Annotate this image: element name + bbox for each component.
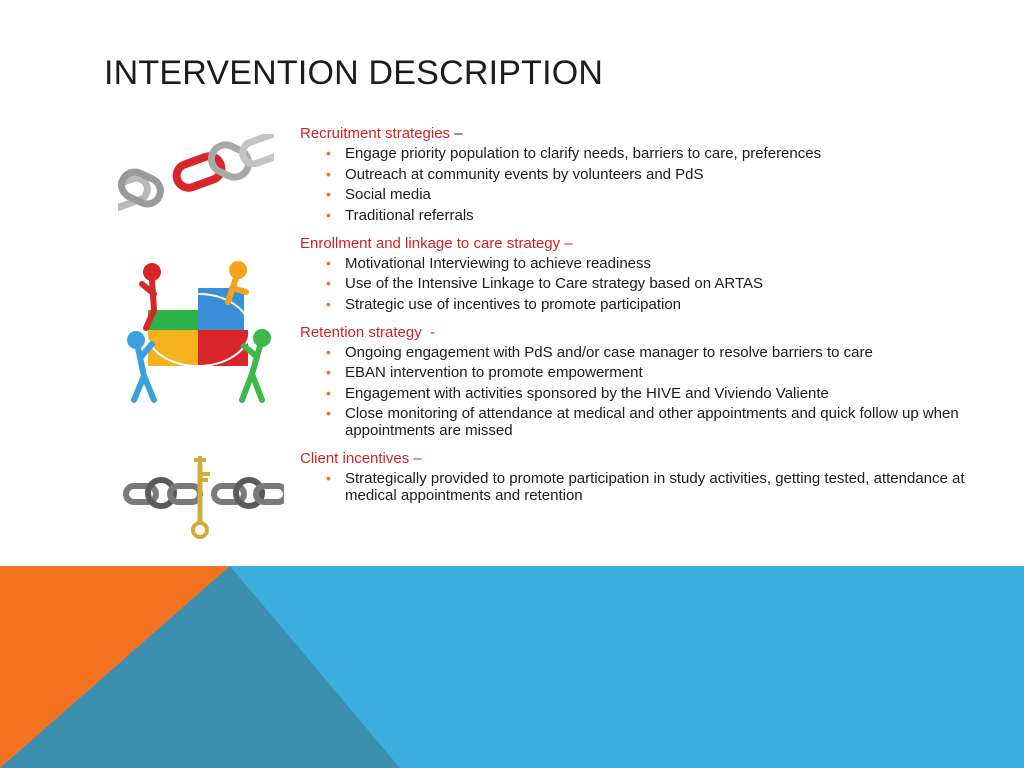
bullet-item: • EBAN intervention to promote empowerment (326, 364, 1000, 381)
bullet-item: • Use of the Intensive Linkage to Care strategy based on ARTAS (326, 275, 1000, 292)
chain-key-image (122, 450, 284, 540)
bullet-item: • Ongoing engagement with PdS and/or case manager to resolve barriers to care (326, 344, 1000, 361)
slide-title: INTERVENTION DESCRIPTION (104, 54, 604, 92)
bullet-list (300, 255, 1000, 313)
bullet-item: • Social media (326, 186, 1000, 203)
section-retention (300, 323, 1000, 440)
bullet-item: • Strategically provided to promote participation in study activities, getting tested, attendance at medical appointments and retention (326, 470, 1000, 504)
content-area (300, 124, 1000, 514)
bullet-item: • Outreach at community events by volunteers and PdS (326, 166, 1000, 183)
section-heading: Retention strategy - (300, 323, 436, 341)
bullet-list (300, 344, 1000, 440)
footer-decoration (0, 566, 1024, 768)
bullet-item: • Engage priority population to clarify needs, barriers to care, preferences (326, 145, 1000, 162)
bullet-item: • Strategic use of incentives to promote participation (326, 296, 1000, 313)
section-heading: Recruitment strategies – (300, 125, 463, 142)
section-heading: Client incentives – (300, 450, 422, 467)
bullet-item: • Motivational Interviewing to achieve readiness (326, 255, 1000, 272)
bullet-list (300, 145, 1000, 224)
section-incentives (300, 449, 1000, 504)
section-heading: Enrollment and linkage to care strategy – (300, 234, 573, 252)
puzzle-team-image (124, 258, 276, 406)
bullet-item: • Traditional referrals (326, 207, 1000, 224)
section-enrollment (300, 234, 1000, 313)
bullet-item: • Close monitoring of attendance at medical and other appointments and quick follow up when appointments are missed (326, 405, 1000, 439)
bullet-list (300, 470, 1000, 504)
chain-red-link-image (118, 134, 274, 218)
bullet-item: • Engagement with activities sponsored by the HIVE and Viviendo Valiente (326, 385, 1000, 402)
section-recruitment (300, 124, 1000, 224)
